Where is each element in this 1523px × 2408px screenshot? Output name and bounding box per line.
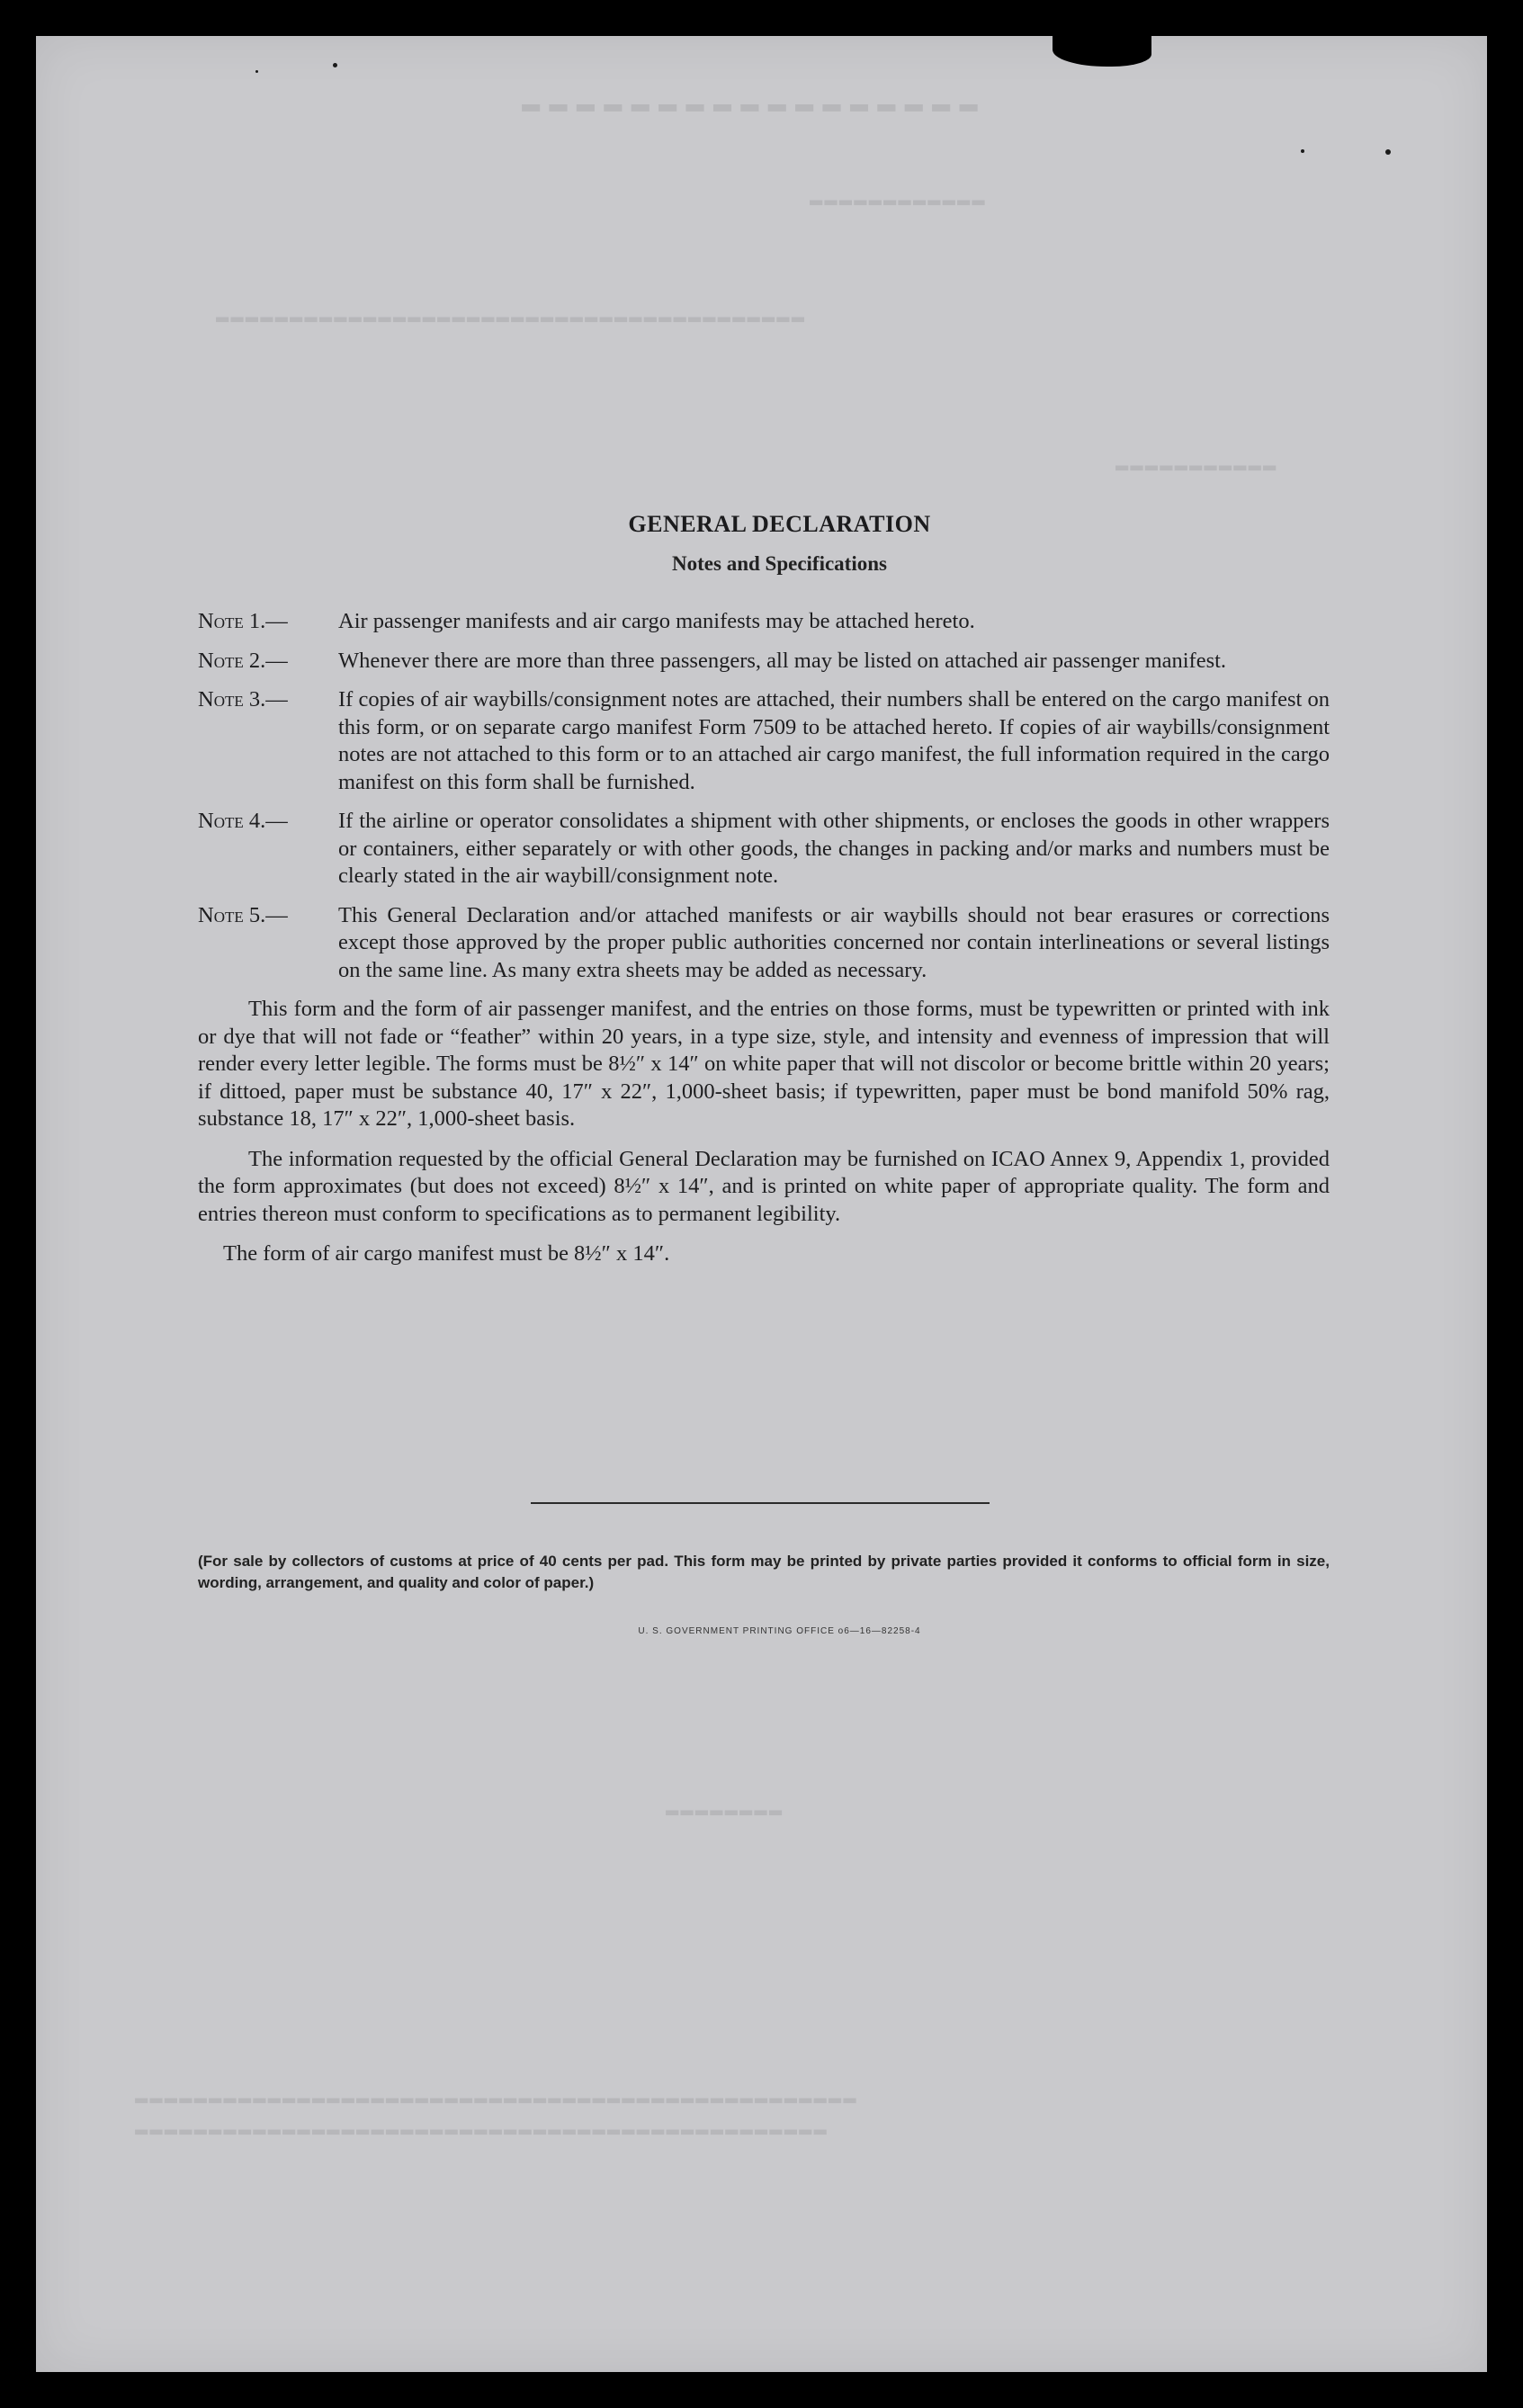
note-text: This General Declaration and/or attached manifests or air waybills should not bear erasures or corrections except those approved by the proper public authorities concerned nor contain interlineations or several listings on the same line. As many extra sheets may be added as necessary. — [338, 902, 1330, 982]
dust-speck — [1301, 149, 1304, 153]
dust-speck — [333, 63, 337, 67]
note-1 — [198, 608, 1330, 636]
reverse-side-bleed: ▬▬▬▬▬▬▬▬▬▬▬▬▬▬▬▬▬ — [522, 88, 987, 122]
paragraph-form-requirements: This form and the form of air passenger manifest, and the entries on those forms, must be typewritten or printed with ink or dye that will not fade or “feather” within 20 years, in a type size, style, and intensity and evenness of impression that will render every letter legible. The forms must be 8½″ x 14″ on white paper that will not discolor or become brittle within 20 years; if dittoed, paper must be substance 40, 17″ x 22″, 1,000-sheet basis; if typewritten, paper must be bond manifold 50% rag, substance 18, 17″ x 22″, 1,000-sheet basis. — [198, 997, 1330, 1131]
paragraph-icao-annex: The information requested by the official General Declaration may be furnished on ICAO Annex 9, Appendix 1, provided the form approximates (but does not exceed) 8½″ x 14″, and is printed on white paper of appropriate quality. The form and entries thereon must conform to specifications as to permanent legibility. — [198, 1146, 1330, 1226]
note-label: Note 5.— — [198, 902, 288, 927]
note-label: Note 3.— — [198, 687, 288, 712]
divider-rule — [531, 1502, 990, 1504]
notes-and-specifications — [198, 608, 1330, 1268]
note-5 — [198, 902, 1330, 985]
note-text: If the airline or operator consolidates a shipment with other shipments, or encloses the goods in other wrappers or containers, either separately or with other goods, the changes in packing and/or marks and numbers must be clearly stated in the air waybill/consignment note. — [338, 809, 1330, 888]
reverse-side-bleed: ▬▬▬▬▬▬▬▬ — [666, 1799, 784, 1823]
note-label: Note 2.— — [198, 648, 288, 673]
note-2 — [198, 648, 1330, 676]
page-title: GENERAL DECLARATION — [628, 511, 931, 537]
reverse-side-bleed: ▬▬▬▬▬▬▬▬▬▬▬▬▬▬▬▬▬▬▬▬▬▬▬▬▬▬▬▬▬▬▬▬▬▬▬▬▬▬▬▬ — [216, 306, 807, 330]
note-label: Note 1.— — [198, 609, 288, 633]
note-text: Air passenger manifests and air cargo manifests may be attached hereto. — [338, 609, 975, 633]
printer-line: U. S. GOVERNMENT PRINTING OFFICE o6—16—82258-4 — [638, 1626, 921, 1636]
note-3 — [198, 686, 1330, 796]
reverse-side-bleed: ▬▬▬▬▬▬▬▬▬▬▬ — [1115, 454, 1278, 479]
dust-speck — [255, 70, 258, 73]
note-text: Whenever there are more than three passengers, all may be listed on attached air passenger manifest. — [338, 648, 1227, 673]
page-subtitle: Notes and Specifications — [672, 552, 887, 575]
dust-speck — [1385, 149, 1391, 155]
note-text: If copies of air waybills/consignment notes are attached, their numbers shall be entered on the cargo manifest on this form, or on separate cargo manifest Form 7509 to be attached hereto. If copies of air waybills/consignment notes are not attached to this form or to an attached air cargo manifest, the full information required in the cargo manifest on this form shall be furnished. — [338, 687, 1330, 794]
note-4 — [198, 808, 1330, 891]
reverse-side-bleed: ▬▬▬▬▬▬▬▬▬▬▬▬▬▬▬▬▬▬▬▬▬▬▬▬▬▬▬▬▬▬▬▬▬▬▬▬▬▬▬▬▬▬▬▬▬▬▬ — [135, 2118, 829, 2143]
sale-note: (For sale by collectors of customs at price of 40 cents per pad. This form may be printed by private parties provided it conforms to official form in size, wording, arrangement, and quality and color of paper.) — [198, 1553, 1330, 1591]
reverse-side-bleed: ▬▬▬▬▬▬▬▬▬▬▬▬ — [810, 189, 987, 213]
paragraph-cargo-manifest-size: The form of air cargo manifest must be 8½″ x 14″. — [223, 1241, 670, 1266]
note-label: Note 4.— — [198, 809, 288, 833]
reverse-side-bleed: ▬▬▬▬▬▬▬▬▬▬▬▬▬▬▬▬▬▬▬▬▬▬▬▬▬▬▬▬▬▬▬▬▬▬▬▬▬▬▬▬▬▬▬▬▬▬▬▬▬ — [135, 2087, 858, 2111]
